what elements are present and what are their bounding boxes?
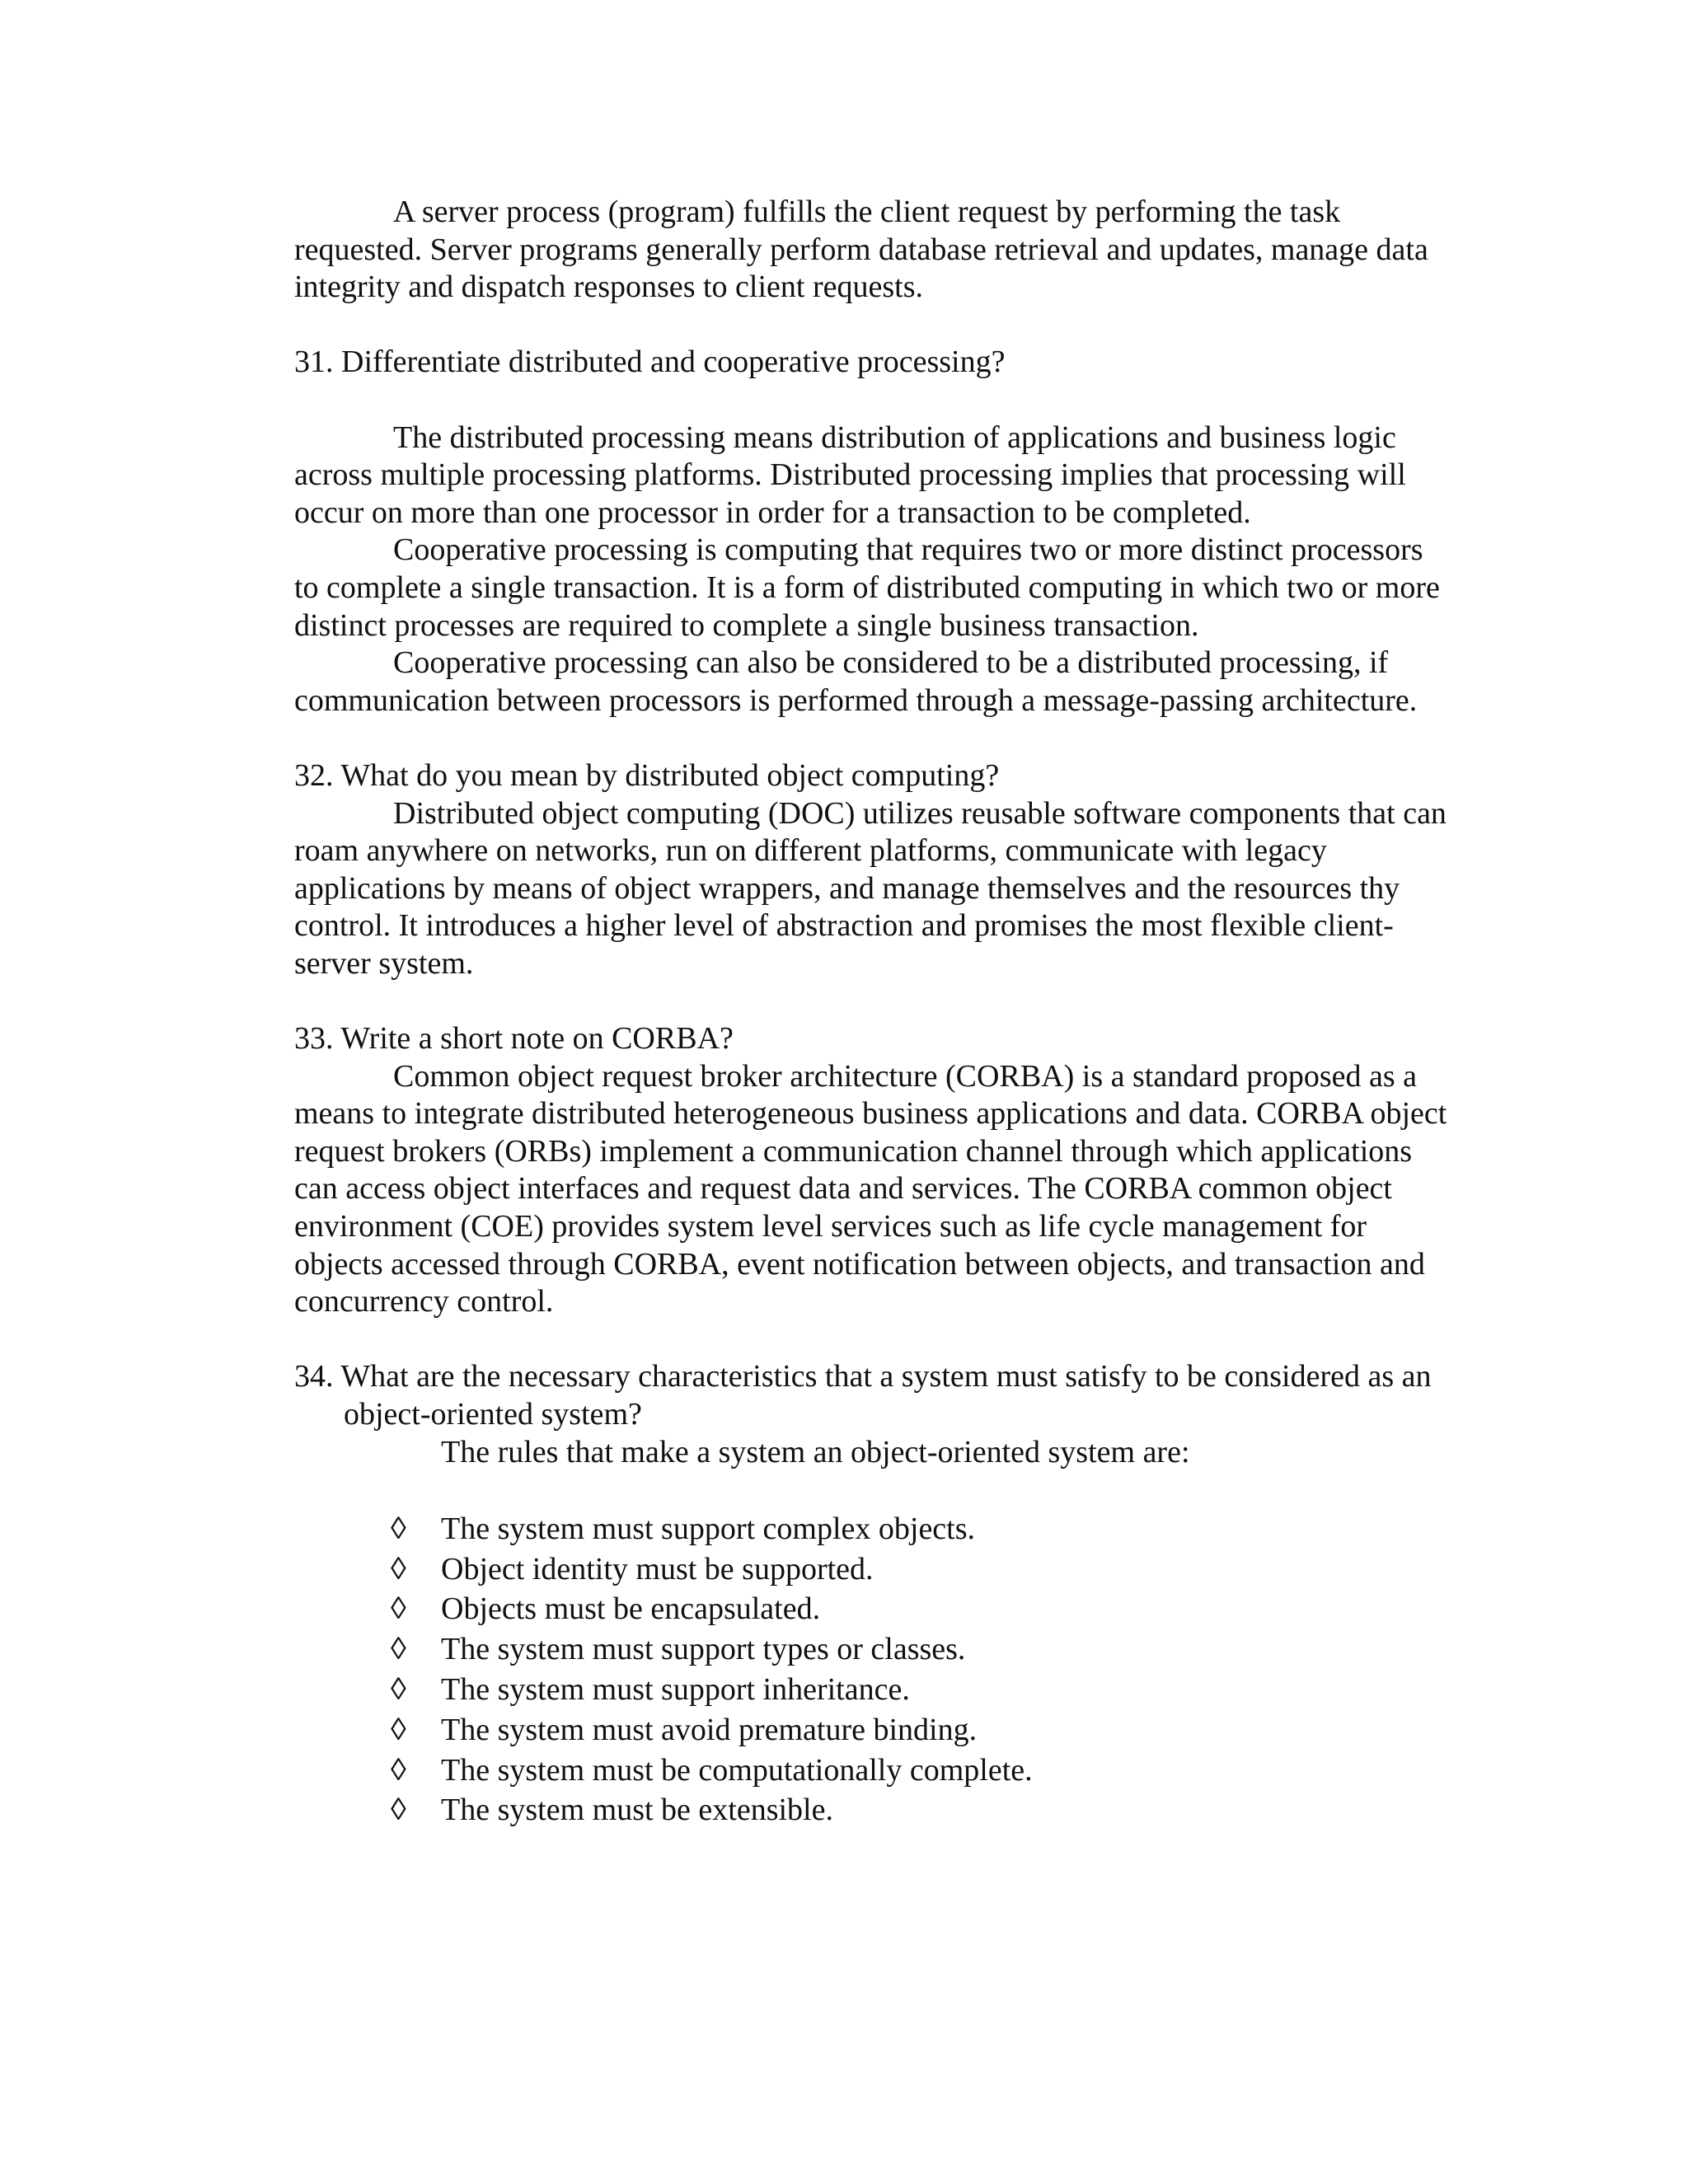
list-item xyxy=(294,1670,1448,1710)
spacer xyxy=(294,1321,1448,1359)
spacer xyxy=(294,307,1448,344)
diamond-bullet-icon: ◊ xyxy=(391,1671,406,1707)
rule-text: The system must be extensible. xyxy=(441,1793,833,1828)
diamond-bullet-icon: ◊ xyxy=(391,1551,406,1586)
diamond-bullet-icon: ◊ xyxy=(391,1511,406,1546)
list-item xyxy=(294,1629,1448,1670)
answer-33: Common object request broker architecture (CORBA) is a standard proposed as a means to integrate distributed heterogeneous business applications and data. CORBA object request brokers (ORBs) implement a communication channel through which applications can access object interfaces and request data and services. The CORBA common object environment (COE) provides system level services such as life cycle management for objects accessed through CORBA, event notification between objects, and transaction and concurrency control. xyxy=(294,1058,1447,1319)
list-item xyxy=(294,1549,1448,1590)
list-item xyxy=(294,1589,1448,1629)
list-item xyxy=(294,1509,1448,1549)
question-33: 33. Write a short note on CORBA? xyxy=(294,1021,734,1057)
rule-text: The system must avoid premature binding. xyxy=(441,1712,978,1747)
spacer xyxy=(294,719,1448,757)
question-31: 31. Differentiate distributed and cooperative processing? xyxy=(294,344,1006,380)
question-34: 34. What are the necessary characteristics that a system must satisfy to be considered as an object-oriented system? xyxy=(294,1359,1432,1432)
diamond-bullet-icon: ◊ xyxy=(391,1591,406,1627)
document-page xyxy=(294,194,1448,1830)
list-item xyxy=(294,1710,1448,1750)
list-item xyxy=(294,1750,1448,1791)
list-item xyxy=(294,1790,1448,1830)
rule-text: The system must support inheritance. xyxy=(441,1671,910,1707)
diamond-bullet-icon: ◊ xyxy=(391,1752,406,1788)
rule-text: Object identity must be supported. xyxy=(441,1551,874,1586)
answer-31-paragraph-2: Cooperative processing is computing that requires two or more distinct processors to complete a single transaction. It is a form of distributed computing in which two or more distinct processes are required to complete a single business transaction. xyxy=(294,532,1440,643)
diamond-bullet-icon: ◊ xyxy=(391,1632,406,1667)
answer-31-paragraph-3: Cooperative processing can also be considered to be a distributed processing, if communication between processors is performed through a message-passing architecture. xyxy=(294,645,1418,718)
answer-32: Distributed object computing (DOC) utilizes reusable software components that can roam anywhere on networks, run on different platforms, communicate with legacy applications by means of object wrappers, and manage themselves and the resources thy control. It introduces a higher level of abstraction and promises the most flexible client-server system. xyxy=(294,795,1447,981)
spacer xyxy=(294,382,1448,419)
answer-31-paragraph-1: The distributed processing means distribution of applications and business logic across multiple processing platforms. Distributed processing implies that processing will occur on more than one processor in order for a transaction to be completed. xyxy=(294,419,1406,530)
rule-text: The system must support types or classes. xyxy=(441,1632,966,1667)
rules-list xyxy=(294,1509,1448,1830)
rule-text: Objects must be encapsulated. xyxy=(441,1591,821,1627)
intro-paragraph: A server process (program) fulfills the client request by performing the task requested. Server programs generally perform database retrieval and updates, manage data integrity and dispatch responses to client requests. xyxy=(294,194,1428,305)
diamond-bullet-icon: ◊ xyxy=(391,1793,406,1828)
rule-text: The system must be computationally complete. xyxy=(441,1752,1033,1788)
question-32: 32. What do you mean by distributed object computing? xyxy=(294,757,1000,793)
answer-34-intro: The rules that make a system an object-oriented system are: xyxy=(441,1434,1190,1469)
spacer xyxy=(294,982,1448,1020)
spacer xyxy=(294,1471,1448,1509)
diamond-bullet-icon: ◊ xyxy=(391,1712,406,1747)
rule-text: The system must support complex objects. xyxy=(441,1511,976,1546)
